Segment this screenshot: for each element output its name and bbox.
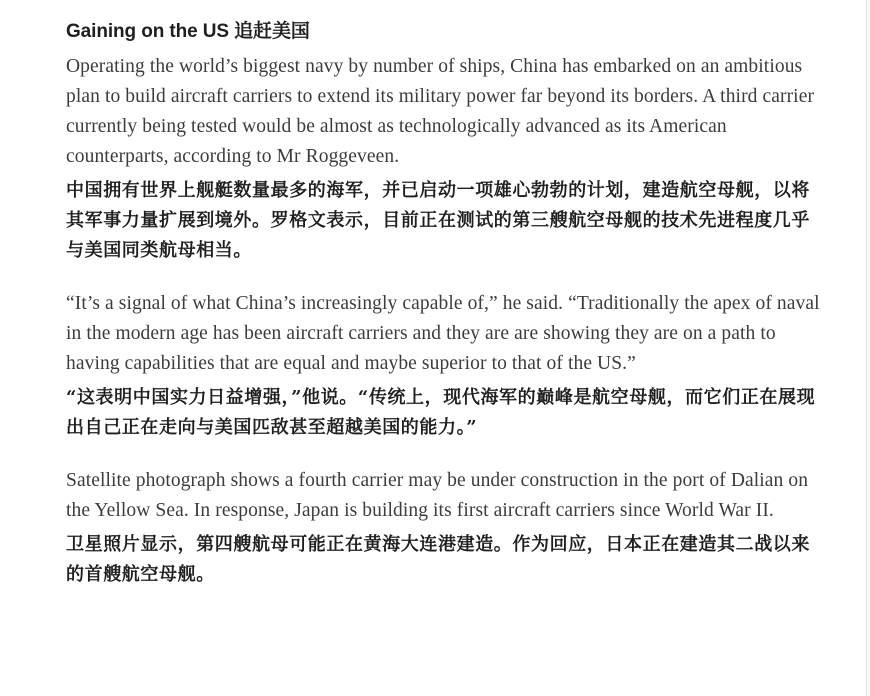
paragraph-block-2 — [66, 289, 826, 443]
article — [66, 18, 826, 613]
paragraph-block-1 — [66, 52, 826, 266]
english-paragraph: Satellite photograph shows a fourth carrier may be under construction in the port of Dalian on the Yellow Sea. In response, Japan is building its first aircraft carriers since World War II. — [66, 470, 809, 521]
scrollbar[interactable] — [866, 0, 870, 696]
section-heading: Gaining on the US 追赶美国 — [66, 21, 310, 42]
paragraph-block-3 — [66, 466, 826, 590]
chinese-paragraph: 中国拥有世界上舰艇数量最多的海军，并已启动一项雄心勃勃的计划，建造航空母舰，以将其军事力量扩展到境外。罗格文表示，目前正在测试的第三艘航空母舰的技术先进程度几乎与美国同类航母相当。 — [66, 180, 810, 261]
english-paragraph: “It’s a signal of what China’s increasingly capable of,” he said. “Traditionally the apex of naval in the modern age has been aircraft carriers and they are are showing they are on a path to having capabilities that are equal and maybe superior to that of the US.” — [66, 293, 820, 374]
chinese-paragraph: “这表明中国实力日益增强，”他说。“传统上，现代海军的巅峰是航空母舰，而它们正在展现出自己正在走向与美国匹敌甚至超越美国的能力。” — [66, 387, 816, 438]
chinese-paragraph: 卫星照片显示，第四艘航母可能正在黄海大连港建造。作为回应，日本正在建造其二战以来的首艘航空母舰。 — [66, 534, 810, 585]
english-paragraph: Operating the world’s biggest navy by number of ships, China has embarked on an ambitious plan to build aircraft carriers to extend its military power far beyond its borders. A third carrier currently being tested would be almost as technologically advanced as its American counterparts, according to Mr Roggeveen. — [66, 56, 815, 167]
